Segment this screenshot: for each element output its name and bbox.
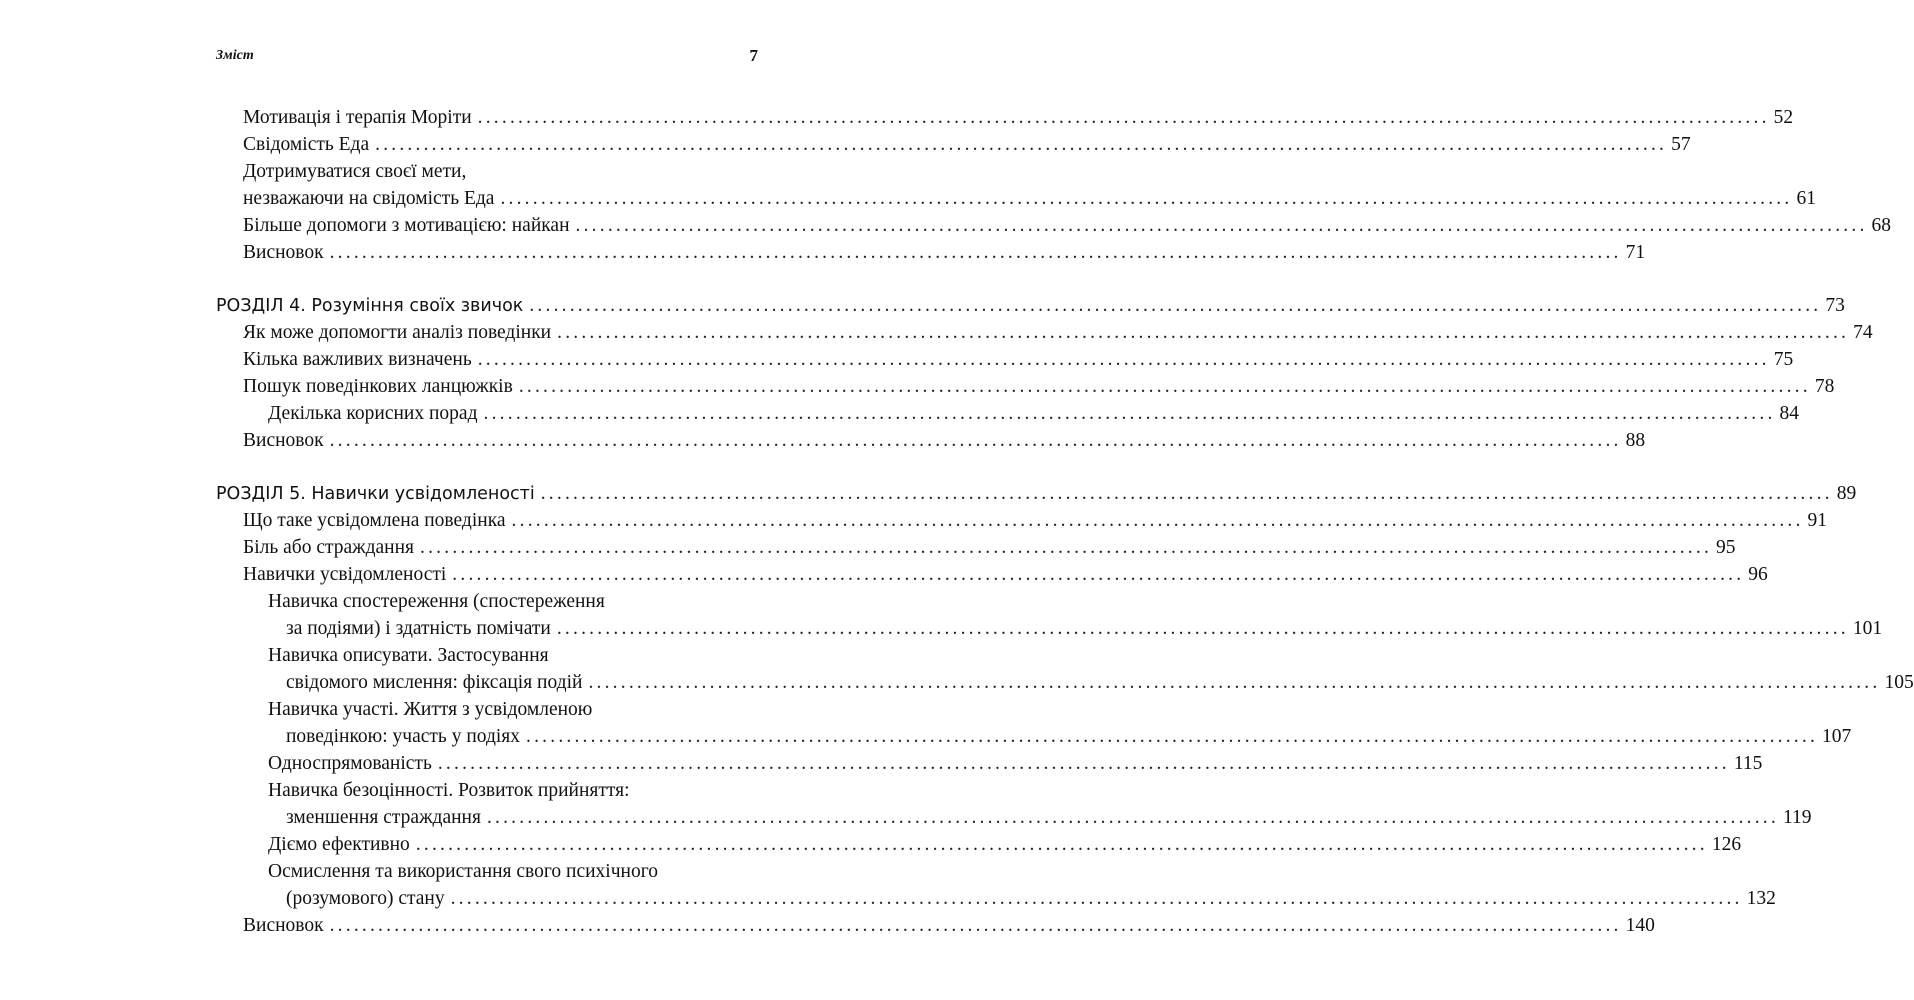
toc-page-number: 101 bbox=[1852, 618, 1883, 639]
toc-entry bbox=[243, 130, 1691, 160]
toc-page-number: 89 bbox=[1836, 483, 1857, 504]
toc-page-number: 119 bbox=[1782, 807, 1812, 828]
toc-entry-title: Більше допомоги з мотивацією: найкан bbox=[243, 215, 570, 236]
toc-entry bbox=[286, 614, 1883, 644]
toc-entry bbox=[243, 238, 1646, 268]
toc-entry-title: Декілька корисних порад bbox=[268, 403, 478, 424]
toc-entry-title: Діємо ефективно bbox=[268, 834, 410, 855]
page-number: 7 bbox=[749, 46, 758, 65]
toc-entry-first-line: Навичка участі. Життя з усвідомленою bbox=[268, 699, 593, 720]
dot-leader: ................................................................................................................................................................ bbox=[526, 726, 1819, 747]
toc-entry bbox=[286, 668, 1914, 698]
dot-leader: ................................................................................................................................................................ bbox=[329, 242, 1622, 263]
toc-page-number: 61 bbox=[1796, 188, 1816, 209]
dot-leader: ................................................................................................................................................................ bbox=[375, 134, 1668, 155]
toc-entry-title: Кілька важливих визначень bbox=[243, 349, 472, 370]
toc-entry bbox=[243, 911, 1655, 941]
toc-chapter-entry bbox=[216, 291, 1845, 321]
toc-entry bbox=[268, 399, 1800, 429]
toc-page-number: 57 bbox=[1671, 134, 1691, 155]
toc-entry-first-line: Осмислення та використання свого психічного bbox=[268, 861, 658, 882]
dot-leader: ................................................................................................................................................................ bbox=[556, 618, 1849, 639]
dot-leader: ................................................................................................................................................................ bbox=[557, 322, 1850, 343]
dot-leader: ................................................................................................................................................................ bbox=[450, 888, 1743, 909]
toc-page-number: 84 bbox=[1779, 403, 1800, 424]
toc-entry bbox=[243, 103, 1794, 133]
toc-entry-title: Висновок bbox=[243, 915, 324, 936]
toc-entry bbox=[243, 318, 1873, 348]
toc-entry bbox=[243, 506, 1828, 536]
toc-entry bbox=[286, 884, 1776, 914]
toc-page-number: 126 bbox=[1711, 834, 1742, 855]
toc-page-number: 107 bbox=[1822, 726, 1852, 747]
toc-page-number: 105 bbox=[1884, 672, 1914, 693]
toc-entry-title: зменшення страждання bbox=[286, 807, 481, 828]
toc-entry-title: незважаючи на свідомість Еда bbox=[243, 188, 495, 209]
toc-chapter-title: РОЗДІЛ 4. Розуміння своїх звичок bbox=[216, 296, 524, 316]
dot-leader: ................................................................................................................................................................ bbox=[437, 753, 1730, 774]
toc-page-number: 91 bbox=[1807, 510, 1828, 531]
dot-leader: ................................................................................................................................................................ bbox=[575, 215, 1868, 236]
toc-entry-title: за подіями) і здатність помічати bbox=[286, 618, 551, 639]
toc-entry-title: свідомого мислення: фіксація подій bbox=[286, 672, 583, 693]
toc-page-number: 68 bbox=[1871, 215, 1892, 236]
toc-entry-title: Висновок bbox=[243, 242, 324, 263]
toc-page-number: 115 bbox=[1733, 753, 1763, 774]
toc-entry bbox=[243, 345, 1794, 375]
toc-entry-first-line: Дотримуватися своєї мети, bbox=[243, 161, 467, 182]
toc-entry-title: (розумового) стану bbox=[286, 888, 445, 909]
dot-leader: ................................................................................................................................................................ bbox=[486, 807, 1779, 828]
dot-leader: ................................................................................................................................................................ bbox=[329, 915, 1622, 936]
dot-leader: ................................................................................................................................................................ bbox=[588, 672, 1881, 693]
toc-page-number: 140 bbox=[1625, 915, 1655, 936]
toc-page-number: 75 bbox=[1773, 349, 1794, 370]
dot-leader: ................................................................................................................................................................ bbox=[477, 107, 1770, 128]
toc-entry-title: Як може допомогти аналіз поведінки bbox=[243, 322, 552, 343]
toc-entry-first-line: Навичка безоцінності. Розвиток прийняття: bbox=[268, 780, 630, 801]
dot-leader: ................................................................................................................................................................ bbox=[483, 403, 1776, 424]
toc-chapter-title: РОЗДІЛ 5. Навички усвідомленості bbox=[216, 484, 535, 504]
toc-page-number: 52 bbox=[1773, 107, 1794, 128]
toc-entry bbox=[268, 749, 1763, 779]
dot-leader: ................................................................................................................................................................ bbox=[529, 295, 1822, 316]
toc-entry-title: Мотивація і терапія Моріти bbox=[243, 107, 472, 128]
dot-leader: ................................................................................................................................................................ bbox=[500, 188, 1793, 209]
toc-entry-title: Навички усвідомленості bbox=[243, 564, 447, 585]
toc-entry-title: Свідомість Еда bbox=[243, 134, 370, 155]
toc-entry-title: Пошук поведінкових ланцюжків bbox=[243, 376, 513, 397]
toc-entry bbox=[243, 533, 1736, 563]
running-header-title: Зміст bbox=[216, 48, 254, 63]
toc-entry bbox=[243, 211, 1892, 241]
dot-leader: ................................................................................................................................................................ bbox=[511, 510, 1804, 531]
toc-entry bbox=[286, 722, 1852, 752]
toc-entry-first-line: Навичка спостереження (спостереження bbox=[268, 591, 605, 612]
dot-leader: ................................................................................................................................................................ bbox=[329, 430, 1622, 451]
toc-page-number: 78 bbox=[1814, 376, 1835, 397]
toc-page-number: 71 bbox=[1625, 242, 1646, 263]
toc-entry bbox=[243, 184, 1816, 214]
dot-leader: ................................................................................................................................................................ bbox=[477, 349, 1770, 370]
toc-page-number: 88 bbox=[1625, 430, 1646, 451]
toc-entry-title: Висновок bbox=[243, 430, 324, 451]
toc-entry bbox=[243, 560, 1768, 590]
toc-page-number: 95 bbox=[1716, 537, 1736, 558]
toc-entry bbox=[243, 372, 1835, 402]
dot-leader: ................................................................................................................................................................ bbox=[518, 376, 1811, 397]
toc-entry bbox=[286, 803, 1812, 833]
toc-chapter-entry bbox=[216, 479, 1857, 509]
toc-page-number: 73 bbox=[1825, 295, 1845, 316]
toc-entry-title: Односпрямованість bbox=[268, 753, 432, 774]
toc-entry-title: поведінкою: участь у подіях bbox=[286, 726, 521, 747]
dot-leader: ................................................................................................................................................................ bbox=[452, 564, 1745, 585]
toc-entry-first-line: Навичка описувати. Застосування bbox=[268, 645, 549, 666]
toc-page-number: 132 bbox=[1746, 888, 1776, 909]
toc-page-number: 96 bbox=[1748, 564, 1768, 585]
toc-entry-title: Що таке усвідомлена поведінка bbox=[243, 510, 506, 531]
toc-page-number: 74 bbox=[1853, 322, 1873, 343]
dot-leader: ................................................................................................................................................................ bbox=[415, 834, 1708, 855]
toc-entry bbox=[268, 830, 1742, 860]
toc-entry bbox=[243, 426, 1646, 456]
dot-leader: ................................................................................................................................................................ bbox=[420, 537, 1713, 558]
toc-entry-title: Біль або страждання bbox=[243, 537, 415, 558]
dot-leader: ................................................................................................................................................................ bbox=[540, 483, 1833, 504]
